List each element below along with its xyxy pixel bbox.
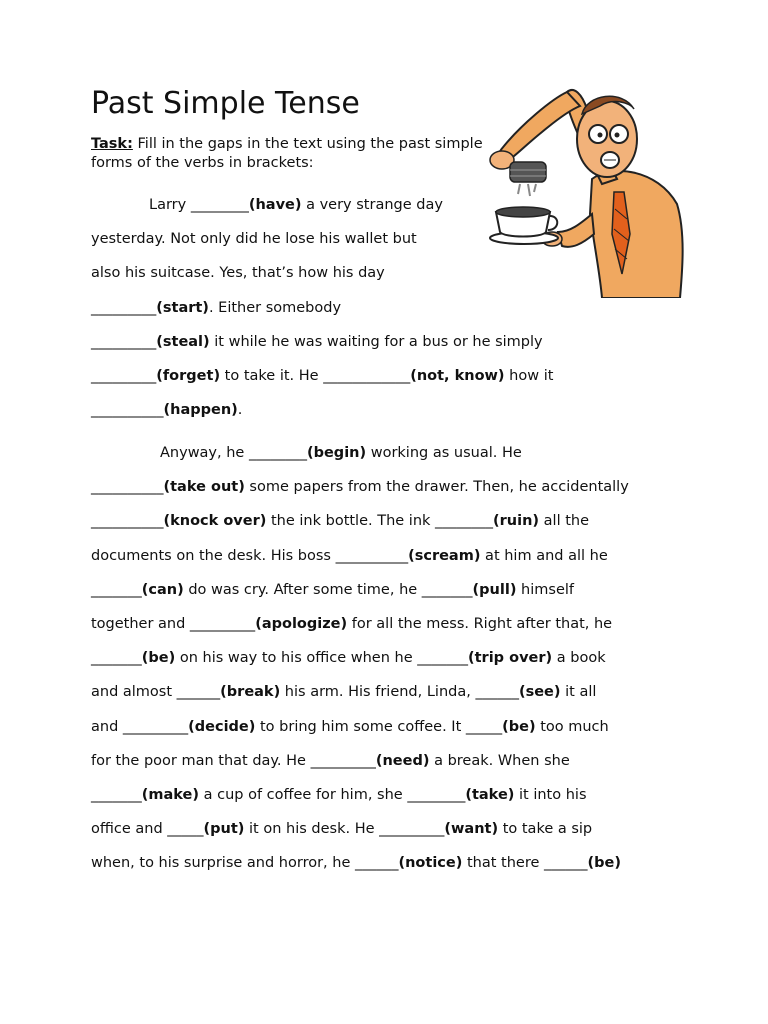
verb-hint: (break): [220, 684, 281, 701]
task-text: Fill in the gaps in the text using the past simple forms of the verbs in brackets:: [91, 136, 483, 171]
text-segment: on his way to his office when he _______: [175, 650, 468, 667]
verb-hint: (be): [141, 650, 176, 667]
text-segment: for all the mess. Right after that, he: [347, 615, 613, 632]
text-segment: __________: [91, 402, 164, 419]
text-line: [91, 615, 691, 649]
verb-hint: (take out): [163, 479, 245, 496]
text-segment: himself: [516, 581, 575, 598]
text-line: [91, 264, 691, 298]
text-line: [91, 820, 691, 854]
text-line: [91, 547, 691, 581]
verb-hint: (begin): [306, 445, 367, 461]
text-segment: together and _________: [91, 615, 256, 632]
text-line: [91, 786, 691, 820]
verb-hint: (decide): [188, 718, 256, 735]
text-segment: _______: [91, 650, 142, 667]
text-line: [91, 401, 691, 435]
text-line: [91, 230, 691, 264]
verb-hint: (not, know): [410, 367, 505, 384]
text-segment: it into his: [514, 786, 587, 803]
text-segment: __________: [91, 479, 164, 496]
verb-hint: (need): [375, 752, 430, 769]
text-line: [91, 649, 691, 683]
text-segment: __________: [91, 513, 164, 530]
text-line: [91, 367, 691, 401]
text-line: [91, 444, 691, 478]
verb-hint: (ruin): [493, 513, 540, 530]
text-segment: working as usual. He: [366, 445, 522, 461]
text-segment: the ink bottle. The ink ________: [266, 513, 494, 530]
text-segment: also his suitcase. Yes, that’s how his day: [91, 265, 385, 282]
text-segment: and almost ______: [91, 684, 221, 701]
verb-hint: (happen): [163, 402, 238, 419]
text-segment: and _________: [91, 718, 189, 735]
verb-hint: (see): [518, 684, 561, 701]
verb-hint: (make): [141, 786, 199, 803]
verb-hint: (forget): [156, 367, 221, 384]
task-label: Task:: [91, 136, 133, 152]
text-segment: when, to his surprise and horror, he ______: [91, 855, 399, 872]
text-line: [91, 478, 691, 512]
text-segment: to bring him some coffee. It _____: [255, 718, 503, 735]
text-segment: how it: [504, 367, 554, 384]
text-line: [91, 512, 691, 546]
text-segment: _______: [91, 786, 142, 803]
verb-hint: (notice): [398, 855, 463, 872]
text-segment: _________: [91, 299, 157, 316]
text-segment: _______: [91, 581, 142, 598]
verb-hint: (apologize): [255, 615, 348, 632]
paragraph-2: [91, 444, 691, 888]
verb-hint: (put): [203, 821, 245, 838]
text-segment: some papers from the drawer. Then, he accidentally: [244, 479, 629, 496]
verb-hint: (be): [502, 718, 536, 735]
text-segment: .: [237, 402, 243, 419]
text-segment: it all: [560, 684, 597, 701]
verb-hint: (can): [141, 581, 184, 598]
text-segment: a break. When she: [429, 752, 570, 769]
text-segment: for the poor man that day. He _________: [91, 752, 376, 769]
text-segment: do was cry. After some time, he _______: [183, 581, 473, 598]
text-line: [91, 752, 691, 786]
text-segment: documents on the desk. His boss __________: [91, 547, 409, 564]
text-segment: his arm. His friend, Linda, ______: [280, 684, 519, 701]
paragraph-1: [91, 196, 691, 435]
text-segment: that there ______: [462, 855, 588, 872]
text-segment: it while he was waiting for a bus or he simply: [209, 333, 543, 350]
text-segment: a very strange day: [301, 197, 443, 213]
text-segment: office and _____: [91, 821, 204, 838]
text-segment: at him and all he: [480, 547, 608, 564]
text-line: [91, 683, 691, 717]
text-segment: Anyway, he ________: [160, 445, 307, 461]
text-line: [91, 854, 691, 888]
text-segment: it on his desk. He _________: [244, 821, 445, 838]
verb-hint: (trip over): [468, 650, 553, 667]
text-segment: a book: [552, 650, 606, 667]
text-segment: too much: [535, 718, 609, 735]
verb-hint: (scream): [408, 547, 481, 564]
text-line: [91, 196, 691, 230]
text-segment: to take a sip: [498, 821, 593, 838]
verb-hint: (have): [248, 197, 302, 213]
text-line: [91, 718, 691, 752]
verb-hint: (steal): [156, 333, 210, 350]
text-line: [91, 299, 691, 333]
page-title: Past Simple Tense: [91, 86, 360, 121]
text-segment: to take it. He ____________: [220, 367, 411, 384]
verb-hint: (want): [444, 821, 499, 838]
text-segment: . Either somebody: [208, 299, 342, 316]
verb-hint: (take): [465, 786, 515, 803]
text-segment: _________: [91, 333, 157, 350]
verb-hint: (be): [587, 855, 621, 872]
text-line: [91, 581, 691, 615]
text-segment: _________: [91, 367, 157, 384]
verb-hint: (pull): [472, 581, 517, 598]
verb-hint: (start): [156, 299, 209, 316]
verb-hint: (knock over): [163, 513, 267, 530]
text-segment: Larry ________: [149, 197, 249, 213]
task-instructions: [91, 135, 491, 173]
text-segment: a cup of coffee for him, she ________: [199, 786, 466, 803]
text-line: [91, 333, 691, 367]
text-segment: all the: [539, 513, 590, 530]
text-segment: yesterday. Not only did he lose his wallet but: [91, 231, 417, 248]
